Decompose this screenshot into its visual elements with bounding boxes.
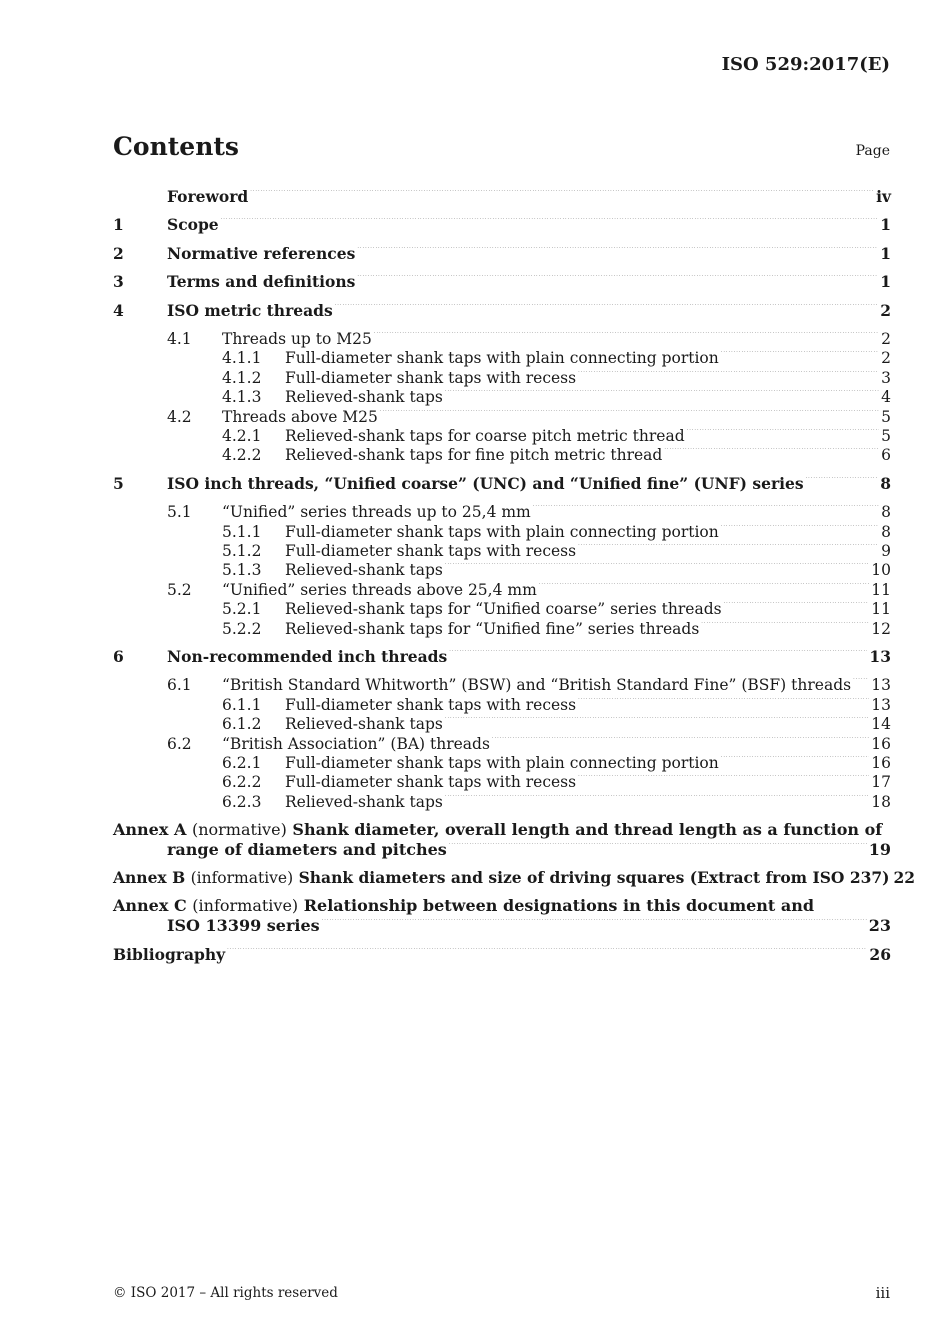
toc-entry-number: 5.2.1 — [222, 600, 262, 619]
toc-entry-page: 16 — [871, 734, 891, 753]
toc-entry-page: 1 — [880, 272, 891, 291]
toc-entry-title: Relieved-shank taps for coarse pitch metric thread — [285, 426, 685, 445]
toc-entry[interactable] — [113, 445, 891, 464]
dot-leader — [221, 215, 879, 231]
toc-entry[interactable] — [113, 387, 891, 406]
toc-entry-number: 4.1 — [167, 330, 192, 348]
toc-entry-number: 5.1.3 — [222, 561, 262, 580]
toc-entry-title: Full-diameter shank taps with plain connecting portion — [285, 754, 719, 773]
toc-entry-page: 14 — [871, 715, 891, 734]
toc-entry-title: ISO metric threads — [167, 300, 333, 320]
dot-leader — [250, 186, 874, 202]
toc-entry-title: Scope — [167, 215, 219, 234]
toc-entry-number: 6.2.2 — [222, 773, 262, 792]
section-gap — [113, 811, 891, 820]
toc-entry-page: 8 — [881, 522, 891, 541]
annex-type: (normative) — [191, 819, 287, 839]
toc-entry-number: 6.1 — [167, 676, 192, 695]
annex-title-cont: ISO 13399 series — [167, 916, 320, 936]
dot-leader — [492, 733, 869, 749]
toc-entry-page: iv — [876, 186, 891, 206]
annex-title-cont: range of diameters and pitches — [167, 839, 447, 859]
toc-entry-number: 4.1.2 — [222, 368, 262, 387]
toc-entry-page: 17 — [871, 773, 891, 792]
dot-leader — [806, 473, 879, 489]
toc-entry[interactable] — [113, 599, 891, 618]
toc-entry-page: 13 — [871, 676, 891, 695]
dot-leader — [335, 300, 878, 316]
toc-entry-page: 11 — [871, 580, 891, 599]
toc-entry-page: 9 — [881, 542, 891, 561]
section-gap — [113, 464, 891, 473]
dot-leader — [578, 541, 879, 557]
annex-label: Annex C — [113, 896, 187, 916]
toc-entry[interactable] — [113, 367, 891, 386]
dot-leader — [322, 915, 867, 931]
toc-entry[interactable] — [113, 272, 891, 301]
toc-entry[interactable] — [113, 329, 891, 348]
toc-entry-page: 1 — [880, 215, 891, 234]
annex-line1 — [113, 896, 891, 915]
toc-entry-page: 13 — [869, 646, 891, 666]
annex-type: (informative) — [192, 896, 299, 916]
toc-entry-title: Relieved-shank taps — [285, 561, 443, 580]
toc-entry-number: 6 — [113, 646, 124, 666]
toc-entry-title: Relieved-shank taps — [285, 715, 443, 734]
dot-leader — [445, 714, 869, 730]
toc-entry[interactable] — [113, 243, 891, 272]
toc-entry-title: Relieved-shank taps — [285, 792, 443, 811]
toc-entry[interactable] — [113, 541, 891, 560]
toc-entry-page: 2 — [880, 300, 891, 320]
dot-leader — [445, 387, 879, 403]
section-gap — [113, 637, 891, 646]
toc-entry-page: 3 — [881, 368, 891, 387]
toc-entry-title: Threads up to M25 — [222, 330, 372, 348]
toc-entry-title: Relieved-shank taps for “Unified fine” series threads — [285, 619, 700, 638]
toc-entry-page: 11 — [871, 600, 891, 619]
toc-entry-number: 5 — [113, 473, 124, 493]
toc-entry-title: “Unified” series threads above 25,4 mm — [222, 580, 537, 599]
toc-entry-title: “Unified” series threads up to 25,4 mm — [222, 503, 531, 522]
toc-entry-number: 4.1.1 — [222, 349, 262, 368]
toc-entry-title: Foreword — [167, 186, 249, 206]
toc-entry-number: 4.2.1 — [222, 426, 262, 445]
toc-entry-page: 13 — [871, 695, 891, 714]
toc-entry[interactable] — [113, 186, 891, 215]
dot-leader — [721, 521, 879, 537]
toc-entry-title: Full-diameter shank taps with recess — [285, 542, 577, 561]
dot-leader — [445, 560, 869, 576]
toc-entry-page: 1 — [880, 243, 891, 263]
toc-entry[interactable] — [113, 560, 891, 579]
toc-entry-title: “British Standard Whitworth” (BSW) and “British Standard Fine” (BSF) threads — [222, 676, 852, 695]
annex-type: (informative) — [190, 869, 294, 888]
toc-entry[interactable] — [113, 348, 891, 367]
toc-entry-title: ISO inch threads, “Unified coarse” (UNC) and “Unified fine” (UNF) series — [167, 473, 804, 493]
toc-entry[interactable] — [113, 646, 891, 675]
dot-leader — [664, 445, 879, 461]
toc-entry[interactable] — [113, 300, 891, 329]
toc-entry[interactable] — [113, 618, 891, 637]
toc-entry-number: 5.2.2 — [222, 619, 262, 638]
dot-leader — [357, 272, 878, 288]
toc-entry-title: Full-diameter shank taps with recess — [285, 773, 577, 792]
annex-page: 23 — [868, 916, 891, 936]
dot-leader — [449, 646, 867, 662]
toc-entry-number: 6.2 — [167, 734, 192, 753]
toc-entry-title: “British Association” (BA) threads — [222, 734, 490, 753]
dot-leader — [724, 599, 870, 615]
annex-title: Relationship between designations in this document and — [303, 896, 815, 916]
contents-title: Contents — [113, 132, 240, 161]
toc-entry-number: 5.1.1 — [222, 522, 262, 541]
dot-leader — [578, 367, 879, 383]
toc-entry[interactable] — [113, 791, 891, 810]
toc-entry-number: 6.1.1 — [222, 695, 262, 714]
toc-entry-title: Full-diameter shank taps with plain connecting portion — [285, 349, 719, 368]
toc-entry-number: 1 — [113, 215, 124, 234]
toc-entry-page: 16 — [871, 754, 891, 773]
toc-entry[interactable] — [113, 714, 891, 733]
toc-entry[interactable] — [113, 733, 891, 752]
toc-entry-title: Terms and definitions — [167, 272, 356, 291]
toc-annex-entry[interactable] — [113, 868, 916, 897]
dot-leader — [687, 425, 880, 441]
toc-entry-page: 12 — [871, 619, 891, 638]
dot-leader — [701, 618, 869, 634]
dot-leader — [533, 502, 879, 518]
toc-entry-title: Relieved-shank taps — [285, 388, 443, 407]
toc-entry-page: 2 — [881, 349, 891, 368]
toc-entry-number: 4 — [113, 300, 124, 320]
page-column-label: Page — [855, 143, 890, 159]
bibliography-title: Bibliography — [113, 944, 226, 964]
annex-line2 — [113, 839, 891, 859]
toc-entry-page: 2 — [881, 330, 891, 348]
toc-entry-title: Full-diameter shank taps with recess — [285, 695, 577, 714]
dot-leader — [374, 329, 879, 345]
toc-entry[interactable] — [113, 406, 891, 425]
document-id: ISO 529:2017(E) — [721, 54, 890, 75]
dot-leader — [721, 348, 879, 364]
dot-leader — [227, 944, 867, 960]
toc-entry-number: 5.2 — [167, 580, 192, 599]
toc-annex-entry[interactable] — [113, 896, 891, 935]
dot-leader — [721, 753, 870, 769]
toc-entry[interactable] — [113, 502, 891, 521]
toc-entry-title: Non-recommended inch threads — [167, 646, 448, 666]
toc-entry-number: 4.2.2 — [222, 446, 262, 465]
toc-entry[interactable] — [113, 425, 891, 444]
toc-entry-page: 10 — [871, 561, 891, 580]
toc-entry-title: Threads above M25 — [222, 407, 378, 426]
dot-leader — [380, 406, 879, 422]
annex-page: 19 — [868, 839, 891, 859]
footer-copyright: © ISO 2017 – All rights reserved — [113, 1285, 338, 1301]
toc-entry-page: 8 — [880, 473, 891, 493]
annex-title: Shank diameters and size of driving squares (Extract from ISO 237) — [298, 868, 890, 888]
toc-entry[interactable] — [113, 215, 891, 244]
dot-leader — [357, 243, 878, 259]
toc-entry-page: 6 — [881, 446, 891, 465]
toc-entry-number: 6.2.3 — [222, 792, 262, 811]
toc-entry[interactable] — [113, 753, 891, 772]
annex-line2 — [113, 915, 891, 935]
toc-entry-title: Full-diameter shank taps with recess — [285, 368, 577, 387]
toc-entry-title: Full-diameter shank taps with plain connecting portion — [285, 522, 719, 541]
dot-leader — [445, 791, 869, 807]
dot-leader — [853, 675, 869, 691]
dot-leader — [578, 772, 869, 788]
toc-entry[interactable] — [113, 694, 891, 713]
table-of-contents — [113, 186, 916, 973]
toc-entry[interactable] — [113, 521, 891, 540]
toc-entry-page: 8 — [881, 503, 891, 522]
annex-label: Annex A — [113, 819, 187, 839]
toc-entry-number: 6.2.1 — [222, 754, 262, 773]
toc-entry[interactable] — [113, 772, 891, 791]
dot-leader — [539, 579, 869, 595]
dot-leader — [449, 839, 867, 855]
annex-heading — [113, 868, 890, 888]
toc-entry-title: Relieved-shank taps for fine pitch metric thread — [285, 446, 663, 465]
toc-entry[interactable] — [113, 473, 891, 502]
toc-entry-number: 5.1.2 — [222, 542, 262, 561]
toc-entry-number: 6.1.2 — [222, 715, 262, 734]
annex-label: Annex B — [113, 868, 186, 888]
bibliography-page: 26 — [869, 944, 891, 964]
toc-entry-number: 3 — [113, 272, 124, 291]
toc-entry-page: 5 — [881, 426, 891, 445]
toc-entry-number: 2 — [113, 243, 124, 263]
toc-entry-number: 4.1.3 — [222, 388, 262, 407]
toc-entry-title: Relieved-shank taps for “Unified coarse” series threads — [285, 600, 722, 619]
annex-page: 22 — [893, 868, 916, 888]
toc-entry-page: 18 — [871, 792, 891, 811]
toc-annex-entry[interactable] — [113, 820, 891, 859]
dot-leader — [578, 694, 869, 710]
annex-line1 — [113, 820, 891, 839]
toc-entry-page: 4 — [881, 388, 891, 407]
annex-title: Shank diameter, overall length and thread length as a function of — [292, 819, 883, 839]
toc-entry-title: Normative references — [167, 243, 356, 263]
toc-bibliography[interactable] — [113, 944, 891, 973]
toc-entry-page: 5 — [881, 407, 891, 426]
toc-entry-number: 5.1 — [167, 503, 192, 522]
footer-page-number: iii — [875, 1284, 890, 1302]
toc-entry-number: 4.2 — [167, 407, 192, 426]
toc-entry[interactable] — [113, 675, 891, 694]
toc-entry[interactable] — [113, 579, 891, 598]
